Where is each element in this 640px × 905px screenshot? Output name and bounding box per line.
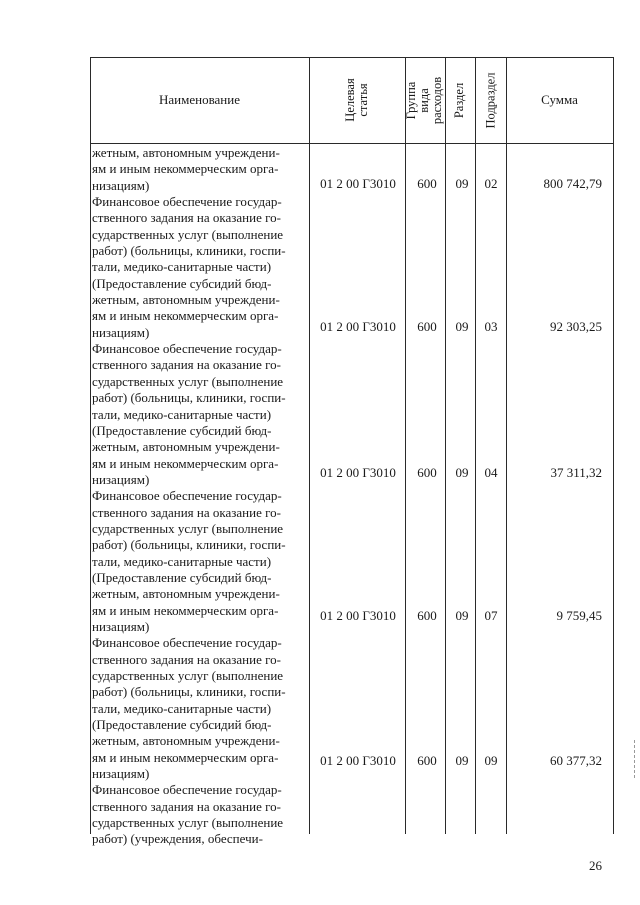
row-subsection: 03 — [484, 319, 498, 334]
row-subsection: 07 — [484, 608, 498, 623]
row-code: 01 2 00 Г3010 — [320, 176, 396, 191]
row-group: 600 — [417, 319, 437, 334]
header-sum-cell — [506, 57, 613, 143]
header-subsection-cell — [475, 57, 506, 143]
row-section: 09 — [455, 465, 469, 480]
header-divider — [90, 143, 614, 144]
row-subsection: 02 — [484, 176, 498, 191]
table-border — [90, 57, 91, 834]
row-code: 01 2 00 Г3010 — [320, 465, 396, 480]
header-subsection: Подраздел — [483, 72, 497, 128]
scan-edge-mark — [634, 740, 635, 778]
row-code: 01 2 00 Г3010 — [320, 319, 396, 334]
row-group: 600 — [417, 608, 437, 623]
row-code: 01 2 00 Г3010 — [320, 753, 396, 768]
header-code-cell — [309, 57, 405, 143]
header-name-cell — [90, 57, 309, 143]
header-section-cell — [445, 57, 475, 143]
row-group: 600 — [417, 465, 437, 480]
row-sum: 37 311,32 — [550, 465, 602, 480]
column-divider — [309, 57, 310, 834]
header-group: Группа вида расходов — [404, 76, 445, 124]
column-divider — [405, 57, 406, 834]
row-section: 09 — [455, 319, 469, 334]
row-section: 09 — [455, 753, 469, 768]
row-code: 01 2 00 Г3010 — [320, 608, 396, 623]
expense-description: жетным, автономным учреждени- ям и иным некоммерческим орга- низациям) Финансовое обеспечение государ- ственного задания на оказание го- сударственных услуг (выполнение работ) (больницы, клиники, госпи- тали, медико-санитарные части) (Предоставление субсидий бюд- жетным, автономным учреждени- ям и иным некоммерческим орга- низациям) Финансовое обеспечение государ- ственного задания на оказание го- сударственных услуг (выполнение работ) (больницы, клиники, госпи- тали, медико-санитарные части) (Предоставление субсидий бюд- жетным, автономным учреждени- ям и иным некоммерческим орга- низациям) Финансовое обеспечение государ- ственного задания на оказание го- сударственных услуг (выполнение работ) (больницы, клиники, госпи- тали, медико-санитарные части) (Предоставление субсидий бюд- жетным, автономным учреждени- ям и иным некоммерческим орга- низациям) Финансовое обеспечение государ- ственного задания на оказание го- сударственных услуг (выполнение работ) (больницы, клиники, госпи- тали, медико-санитарные части) (Предоставление субсидий бюд- жетным, автономным учреждени- ям и иным некоммерческим орга- низациям) Финансовое обеспечение государ- ственного задания на оказание го- сударственных услуг (выполнение работ) (учреждения, обеспечи- — [92, 145, 286, 847]
row-subsection: 09 — [484, 753, 498, 768]
row-sum: 60 377,32 — [550, 753, 602, 768]
row-sum: 800 742,79 — [543, 176, 602, 191]
page-number: 26 — [589, 858, 602, 873]
row-group: 600 — [417, 176, 437, 191]
column-divider — [445, 57, 446, 834]
row-group: 600 — [417, 753, 437, 768]
header-section: Раздел — [452, 82, 467, 118]
row-section: 09 — [455, 608, 469, 623]
header-group-cell — [405, 57, 445, 143]
header-sum: Сумма — [541, 92, 578, 107]
row-section: 09 — [455, 176, 469, 191]
row-sum: 92 303,25 — [550, 319, 602, 334]
column-divider — [506, 57, 507, 834]
table-border — [613, 57, 614, 834]
column-divider — [475, 57, 476, 834]
row-sum: 9 759,45 — [556, 608, 602, 623]
header-code: Целевая статья — [343, 78, 370, 122]
header-name: Наименование — [159, 92, 240, 107]
budget-table — [90, 57, 614, 847]
row-subsection: 04 — [484, 465, 498, 480]
